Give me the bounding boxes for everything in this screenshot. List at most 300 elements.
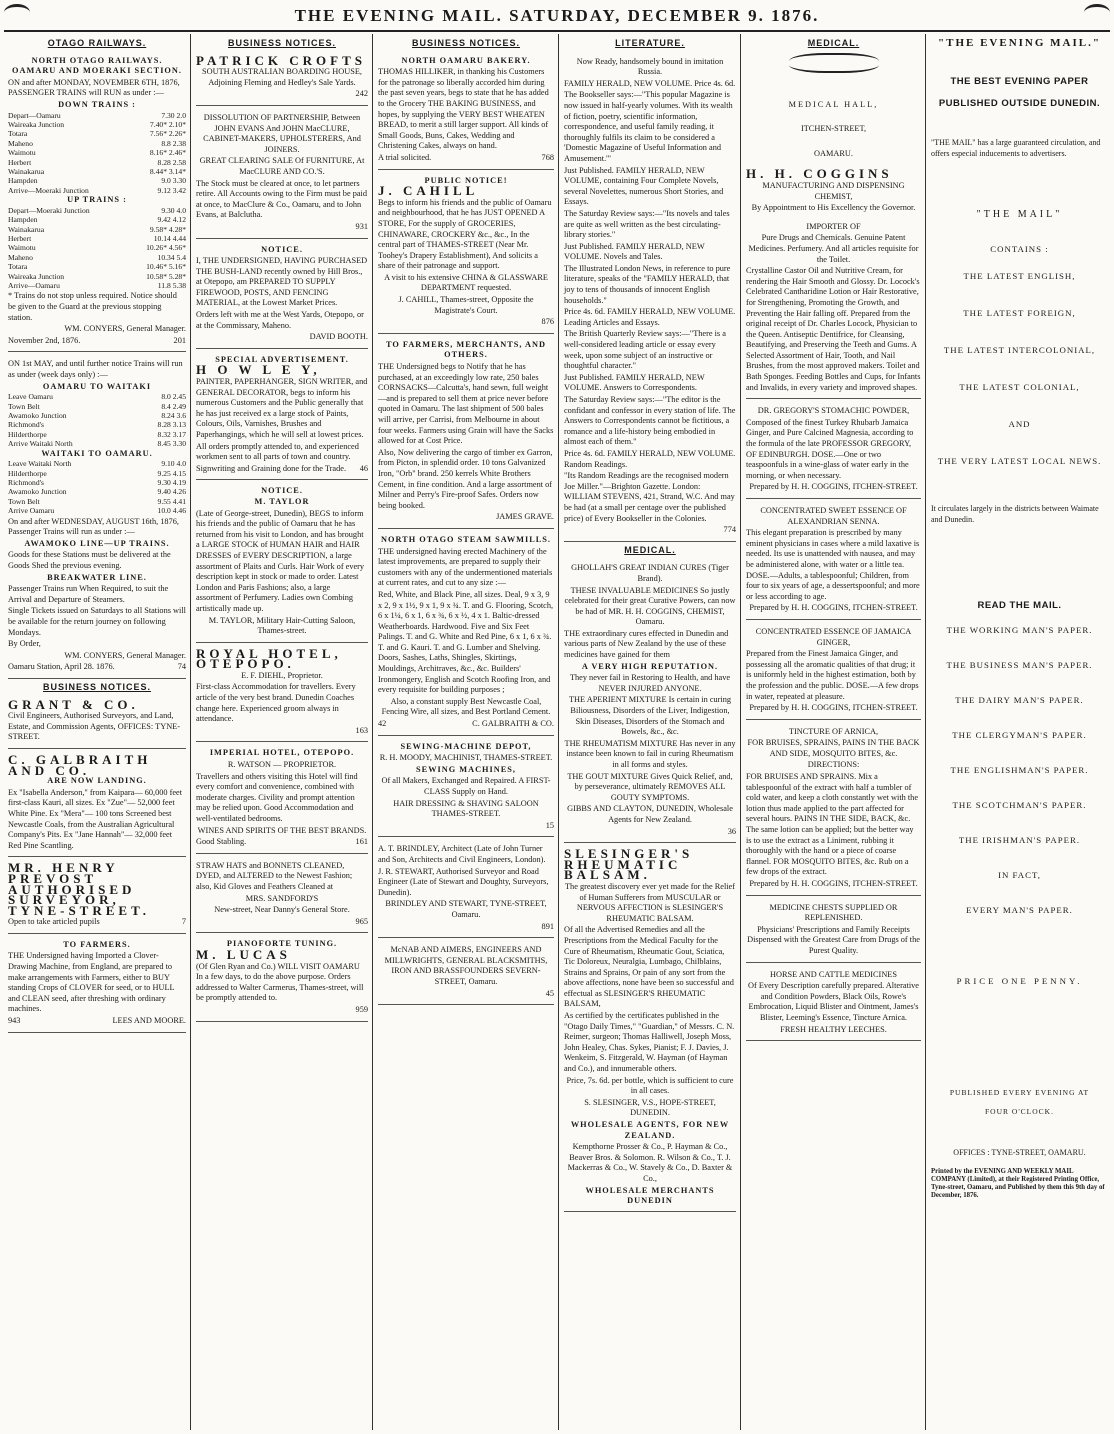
ad-text: Pure Drugs and Chemicals. Genuine Patent Medicines. Perfumery. And all articles requisite for the Toilet. — [748, 233, 919, 264]
signature: Prepared by H. H. COGGINS, ITCHEN-STREET. — [749, 879, 918, 888]
station-name: Hampden — [8, 176, 38, 186]
list-item: THE DAIRY MAN'S PAPER. — [955, 695, 1084, 705]
contains-label: CONTAINS : — [990, 244, 1049, 254]
ad-text: Prepared from the Finest Jamaica Ginger, and possessing all the aromatic qualities of that drug; it is uniformly held in the highest estimation, both by the profession and the public. DOSE.—A few drops in water, repeated at pleasure. — [746, 649, 919, 701]
ad-subtitle: OAMARU. — [814, 148, 853, 158]
train-times: 9.40 4.26 — [157, 487, 186, 497]
ad-text: The Illustrated London News, in reference to pure literature, speaks of the "FAMILY HERALD, that joy to tens of thousands of innocent English households." — [564, 263, 731, 305]
train-times: 9.25 4.15 — [157, 468, 186, 478]
ad-text: New-street, Near Danny's General Store. — [214, 905, 350, 915]
ad-text: THE extraordinary cures effected in Dunedin and various parts of New Zealand by the use of these medicines have gained for them — [564, 628, 729, 660]
ad-royal-hotel — [196, 646, 368, 743]
ornament-right — [1084, 4, 1110, 21]
ad-subtitle: HAIR DRESSING & SHAVING SALOON THAMES-STREET. — [393, 798, 539, 819]
station-name: Waimotu — [8, 148, 36, 158]
list-item: THE LATEST COLONIAL, — [959, 382, 1080, 392]
ad-title: M. LUCAS — [196, 946, 291, 962]
ad-title: BRINDLEY AND STEWART, TYNE-STREET, Oamaru. — [385, 899, 547, 919]
section-heading: BUSINESS NOTICES. — [42, 682, 151, 692]
station-name: Waireaka Junction — [8, 271, 65, 281]
train-times: 8.8 2.38 — [161, 138, 186, 148]
ad-number: 42 — [378, 719, 387, 729]
ad-number: 36 — [727, 826, 736, 836]
ad-subtitle: WINES AND SPIRITS OF THE BEST BRANDS. — [197, 825, 367, 835]
list-item: THE ENGLISHMAN'S PAPER. — [950, 765, 1089, 775]
ad-title: C. GALBRAITH AND CO. — [8, 751, 152, 778]
ad-title: IMPERIAL HOTEL, OTEPOPO. — [209, 748, 355, 758]
station-name: Wainakarua — [8, 167, 45, 176]
ad-title: TO FARMERS. — [63, 939, 131, 949]
ad-slesinger — [564, 846, 736, 1212]
ad-text: Travellers and others visiting this Hotel will find every comfort and convenience, combined with moderate charges. Civility and prompt attention may be relied upon. Good Accommodation and well-ventilated bedrooms. — [196, 771, 358, 823]
signature: C. GALBRAITH & CO. — [472, 719, 554, 729]
ad-title: MEDICAL HALL, — [788, 99, 879, 109]
train-times: 8.0 2.45 — [161, 392, 186, 402]
published-time: FOUR O'CLOCK. — [985, 1107, 1054, 1116]
station-name: Totara — [8, 129, 28, 139]
ad-heading: NOTICE. — [261, 486, 303, 496]
ad-text: J. R. STEWART, Authorised Surveyor and Road Engineer (Late of Stewart and Doughty, Surveyors, Dunedin). — [378, 866, 549, 897]
column-divider — [558, 34, 559, 1430]
ad-grave — [378, 337, 554, 529]
ad-text: Of all Makers, Exchanged and Repaired. A FIRST-CLASS Supply on Hand. — [381, 776, 551, 796]
contents-list — [931, 271, 1108, 467]
column-business-notices-1 — [192, 38, 372, 1430]
timetable-row — [8, 158, 186, 167]
mail-tagline: THE BEST EVENING PAPER PUBLISHED OUTSIDE DUNEDIN. — [938, 76, 1101, 109]
train-times: 9.58* 4.28* — [149, 224, 186, 234]
timetable-row — [8, 487, 186, 496]
papers-list — [931, 625, 1108, 916]
ad-number: 201 — [173, 335, 186, 345]
list-item: THE LATEST FOREIGN, — [963, 308, 1076, 318]
ad-text: PAINTER, PAPERHANGER, SIGN WRITER, and GENERAL DECORATOR, begs to inform his numerous Customers and the Public generally that he has just received ex a large stock of Paints, Colours, Oils, Varnishes, Brushes and Paperhangings, which he will sell at lowest prices. — [196, 377, 368, 439]
timetable-row — [8, 215, 186, 224]
list-item: AND — [1008, 419, 1031, 429]
station-name: Richmond's — [8, 420, 44, 430]
section-heading: BUSINESS NOTICES. — [227, 38, 336, 48]
price-text: PRICE ONE PENNY. — [956, 976, 1083, 986]
ad-text: Of Every Description carefully prepared. Alterative and Condition Powders, Black Oils, Rowe's Embrocation, Liquid Blister and Ointment, James's Blister, Leeming's Essence, Tincture Arnica. — [748, 981, 919, 1022]
masthead — [0, 4, 1114, 28]
decorative-ornament — [789, 53, 879, 73]
station-name: Awamoko Junction — [8, 411, 67, 421]
column-medical — [742, 38, 925, 1430]
ad-title: I, THE UNDERSIGNED, HAVING PURCHASED THE BUSH-LAND recently owned by Hill Bros., at Otepopo, am PREPARED TO SUPPLY FIREWOOD, POSTS, AND FENCING MATERIAL, at the Lowest Market Prices. — [196, 256, 368, 308]
ad-brindley-stewart — [378, 840, 554, 938]
circulation-note: It circulates largely in the districts between Waimate and Dunedin. — [931, 504, 1099, 524]
ad-title: Just Published. FAMILY HERALD, NEW VOLUME. Answers to Correspondents. — [564, 372, 705, 393]
timetable-note: * Trains do not stop unless required. Notice should be given to the Guard at the previous stopping station. — [8, 291, 177, 322]
train-times: 9.0 3.30 — [161, 176, 186, 186]
ad-text: Kempthorne Prosser & Co., P. Hayman & Co., Beaver Bros. & Solomon. R. Wilson & Co., T. J. Mackerras & Co., W. Stavely & Co., D. Baxter & Co., — [567, 1142, 733, 1183]
section-heading: OTAGO RAILWAYS. — [47, 38, 147, 48]
ad-text: They never fail in Restoring to Health, and have NEVER INJURED ANYONE. — [569, 673, 731, 693]
station-name: Arrive Waitaki North — [8, 439, 73, 449]
mail-banner: "THE EVENING MAIL." — [938, 38, 1101, 49]
ad-title: Just Published. FAMILY HERALD, NEW VOLUME. Novels and Tales. — [564, 241, 705, 262]
column-divider — [372, 34, 373, 1430]
ad-title: HORSE AND CATTLE MEDICINES — [770, 969, 897, 979]
station-date: Oamaru Station, April 28. 1876. — [8, 662, 115, 672]
ad-horse-medicines — [746, 966, 921, 1042]
train-times: 8.32 3.17 — [157, 429, 186, 439]
ad-cahill — [378, 173, 554, 334]
station-name: Waireaka Junction — [8, 119, 65, 129]
ad-number: 46 — [359, 463, 368, 473]
station-name: Hampden — [8, 215, 38, 225]
goods-note: Goods for these Stations must be delivered at the Goods Shed the previous evening. — [8, 550, 171, 571]
station-name: Hilderthorpe — [8, 468, 47, 478]
timetable-row — [8, 478, 186, 487]
train-times: 10.58* 5.28* — [146, 271, 186, 281]
train-times: 9.10 4.0 — [161, 459, 186, 469]
ad-number: 931 — [355, 221, 368, 231]
ad-subtitle: DIRECTIONS: — [807, 760, 860, 770]
station-name: Town Belt — [8, 496, 40, 506]
ad-subtitle: GREAT CLEARING SALE Of FURNITURE, At MacCLURE AND CO.'S. — [199, 156, 365, 176]
timetable-row — [8, 411, 186, 420]
signature: S. SLESINGER, V.S., HOPE-STREET, DUNEDIN. — [584, 1097, 716, 1118]
circulation-text: "THE MAIL" has a large guaranteed circulation, and offers especial inducements to advertisers. — [931, 138, 1101, 158]
signature: WM. CONYERS, General Manager. — [64, 650, 186, 660]
station-name: Leave Oamaru — [8, 392, 53, 402]
ad-title: TINCTURE OF ARNICA, — [788, 726, 879, 736]
ad-text: THE Undersigned begs to Notify that he has purchased, at an exceedingly low rate, 250 bales CORNSACKS—Calcutta's, hand sewn, full weight—and is prepared to sell them at price never before quoted in Oamaru. The last shipment of 500 bales will arrive, per Carrisi, from Melbourne in about four weeks. Farmers using Grain will have the Sacks allowed for at Cost Price. — [378, 362, 554, 446]
read-heading: READ THE MAIL. — [977, 600, 1062, 611]
ad-title: J. CAHILL — [378, 183, 479, 199]
station-name: Maheno — [8, 252, 33, 262]
imprint-text: Printed by the EVENING AND WEEKLY MAIL COMPANY (Limited), at their Registered Printing Office, Tyne-street, Oamaru, and Published by them this 9th day of December, 1876. — [931, 1168, 1105, 1199]
timetable-row — [8, 459, 186, 468]
train-times: 9.30 4.0 — [161, 205, 186, 215]
ad-crofts — [196, 53, 368, 106]
station-name: Town Belt — [8, 401, 40, 411]
timetable-row — [8, 469, 186, 478]
ad-subtitle: WHOLESALE MERCHANTS DUNEDIN — [585, 1185, 715, 1206]
breakwater-heading: BREAKWATER LINE. — [47, 572, 147, 582]
mail-heading: "THE MAIL" — [976, 209, 1063, 220]
ad-text: The British Quarterly Review says:—"There is a well-considered leading article or essay every week, upon some subject of an instructive or thoughtful character." — [564, 329, 726, 371]
ad-text: THE RHEUMATISM MIXTURE Has never in any instance been known to fail in curing Rheumatism in all forms and styles. — [564, 738, 736, 769]
ad-subtitle: R. WATSON — PROPRIETOR. — [227, 760, 337, 770]
breakwater-text: Passenger Trains run When Required, to suit the Arrival and Departure of Steamers. — [8, 584, 169, 604]
timetable-row — [8, 206, 186, 215]
train-times: 7.40* 2.10* — [149, 119, 186, 129]
ad-subtitle: IMPORTER OF — [806, 221, 861, 231]
ad-title: FAMILY HERALD, NEW VOLUME. Price 4s. 6d. — [564, 78, 736, 88]
list-item: THE IRISHMAN'S PAPER. — [958, 835, 1081, 845]
timetable-row — [8, 281, 186, 290]
ad-text: "Its Random Readings are the recognised modern Joe Miller."—Brighton Gazette. London: WILLIAM STEVENS, 421, Strand, W.C. And may be had (at a small per centage over the published price) of Every Bookseller in the Colonies. — [564, 471, 735, 523]
train-times: 10.0 4.46 — [157, 506, 186, 516]
ad-text: Composed of the finest Turkey Rhubarb Jamaica Ginger, and Pure Calcined Magnesia, according to the formula of the late PROFESSOR GREGORY, OF EDINBURGH. DOSE.—One or two teaspoonfuls in a wine-glass of water early in the morning, or when necessary. — [746, 417, 914, 480]
timetable-row — [8, 129, 186, 138]
train-times: 10.14 4.44 — [153, 234, 186, 244]
ad-title: DR. GREGORY'S STOMACHIC POWDER, — [757, 406, 910, 416]
timetable-row — [8, 392, 186, 401]
signature: JAMES GRAVE. — [496, 512, 554, 522]
ad-text: Ex "Isabella Anderson," from Kaipara— 60,000 feet first-class Kauri, all sizes. Ex "Zue"— 52,000 feet White Pine. Ex "Mera"— 100 tons Screened best Newcastle Coals, from the Australian Agricultural Company's Pits. Ex "Jane Hannah"— 32,000 feet Red Pine Scantling. — [8, 787, 183, 850]
ad-farmers — [8, 937, 186, 1033]
train-times: 11.8 5.38 — [157, 281, 186, 291]
waitaki-return-heading: WAITAKI TO OAMARU. — [41, 448, 153, 458]
ad-text: (Of Glen Ryan and Co.) WILL VISIT OAMARU In a few days, to do the above purpose. Orders addressed to Walter Carmerus, Thames-street, will be promptly attended to. — [196, 961, 364, 1003]
ad-text: This elegant preparation is prescribed by many eminent physicians in cases where a mild laxative is needed. Its use is unattended with nausea, and may be administered alone, with water or a little tea. DOSE.—Adults, a tablespoonful; Children, from four to six years of age, a dessertspoonful; and more or less according to age. — [746, 528, 920, 601]
ad-title: Just Published. FAMILY HERALD, NEW VOLUME, containing Four Complete Novels, several Novelettes, numerous Short Stories, and Essays. — [564, 165, 724, 207]
ad-mcnab-aimers — [378, 941, 554, 1005]
ad-title: CONCENTRATED SWEET ESSENCE OF ALEXANDRIAN SENNA. — [760, 506, 907, 526]
ad-prevost — [8, 860, 186, 934]
ad-text: Physicians' Prescriptions and Family Receipts Dispensed with the Greatest Care from Drugs of the Purest Quality. — [747, 924, 920, 955]
train-times: 8.28 3.13 — [157, 420, 186, 430]
station-name: Herbert — [8, 157, 32, 167]
ad-title: STRAW HATS and BONNETS CLEANED, DYED, and ALTERED to the Newest Fashion; also, Kid Gloves and Feathers Cleaned at — [196, 860, 353, 891]
masthead-rule — [4, 30, 1110, 32]
signature: J. CAHILL, Thames-street, Opposite the Magistrate's Court. — [398, 295, 534, 315]
ad-subtitle: FRESH HEALTHY LEECHES. — [780, 1024, 887, 1034]
ad-text: THE Undersigned having Imported a Clover-Drawing Machine, from England, are prepared to make arrangements with Farmers, either to BUY standing Crops of CLOVER for seed, or to HULL and CLEAN seed, after threshing with ordinary machines. — [8, 951, 175, 1014]
timetable-row — [8, 253, 186, 262]
timetable-row — [8, 243, 186, 252]
ad-moody — [378, 739, 554, 838]
station-name: Wainakarua — [8, 224, 45, 234]
station-name: Arrive Oamaru — [8, 506, 55, 516]
station-name: Depart—Oamaru — [8, 110, 61, 120]
down-trains-table — [8, 111, 186, 196]
ad-subtitle: E. F. DIEHL, Proprietor. — [241, 670, 323, 680]
station-name: Waimotu — [8, 243, 36, 253]
station-name: Totara — [8, 262, 28, 272]
ad-title: CONCENTRATED ESSENCE OF JAMAICA GINGER, — [755, 626, 912, 647]
timetable-title: NORTH OTAGO RAILWAYS. — [31, 55, 163, 65]
train-times: 8.16* 2.46* — [149, 148, 186, 158]
ad-title: MEDICINE CHESTS SUPPLIED OR REPLENISHED. — [769, 902, 898, 923]
ad-title: GHOLLAH'S GREAT INDIAN CURES (Tiger Brand). — [571, 563, 729, 583]
ad-text: THOMAS HILLIKER, in thanking his Customers for the patronage so liberally accorded him during the past seven years, begs to state that he has added to the Grocery THE BAKING BUSINESS, and hopes, by supplying the VERY BEST WHEATEN BREAD, to merit a still larger support. All kinds of Small Goods, Buns, Cakes, Wedding and Christening Cakes, always on hand. — [378, 67, 549, 151]
ad-text: A. T. BRINDLEY, Architect (Late of John Turner and Son, Architects and Civil Engineers, London). — [378, 844, 546, 864]
list-item: THE CLERGYMAN'S PAPER. — [952, 730, 1087, 740]
ad-subtitle: MANUFACTURING AND DISPENSING CHEMIST, — [762, 180, 905, 201]
section-heading: BUSINESS NOTICES. — [411, 38, 520, 48]
timetable-row — [8, 234, 186, 243]
ad-title: M. TAYLOR — [254, 496, 310, 506]
ad-title: Price 4s. 6d. FAMILY HERALD, NEW VOLUME. Leading Articles and Essays. — [564, 307, 736, 327]
ad-title: Price 4s. 6d. FAMILY HERALD, NEW VOLUME. Random Readings. — [564, 448, 736, 469]
ad-number: 891 — [541, 921, 554, 931]
ad-number: 161 — [355, 837, 368, 847]
ad-dissolution — [196, 109, 368, 239]
timetable-row — [8, 262, 186, 271]
ad-number: 7 — [181, 917, 186, 927]
ad-text: Crystalline Castor Oil and Nutritive Cream, for rendering the Hair Smooth and Glossy. Dr. Locock's Celebrated Cantharidine Lotion or Hair Restorative, for Strengthening, Promoting the Growth, and Preventing the Hair falling off. Prepared from the original receipt of Dr. Charles Locock, Physician to the Queen. Antiseptic Dentifrice, for Cleansing, Beautifying, and Preserving the Teeth and Gums. A Selected Assortment of Hair, Tooth, and Nail Brushes, from the most approved makers. Toilet and Bath Sponges. Feeding Bottles and Cups, for Infants and Invalids, in every variety and improved shapes. — [746, 266, 921, 392]
timetable-row — [8, 167, 186, 176]
down-trains-heading: DOWN TRAINS : — [58, 99, 136, 109]
station-name: Arrive—Oamaru — [8, 281, 60, 291]
timetable-row — [8, 272, 186, 281]
ad-arnica — [746, 723, 921, 896]
section-heading: MEDICAL. — [624, 544, 676, 555]
timetable-row — [8, 225, 186, 234]
ad-text: THE GOUT MIXTURE Gives Quick Relief, and, by perseverance, ultimately REMOVES ALL GOUTY SYMPTOMS. — [567, 771, 733, 802]
awamoko-intro: On and after WEDNESDAY, AUGUST 16th, 1876, Passenger Trains will run as under :— — [8, 516, 179, 537]
waitaki-heading: OAMARU TO WAITAKI — [42, 381, 152, 391]
ad-senna — [746, 502, 921, 620]
station-name: Depart—Moeraki Junction — [8, 205, 90, 215]
ad-text: As certified by the certificates published in the "Otago Daily Times," "Guardian," of Messrs. C. N. Reimer, surgeon; Thomas Halliwell, Joseph Moss, John Healey, Chas. Sykes, Pianist; F. J. Davies, J. Wenkeim, S. Fitzgerald, W. Hayman (of Hayman and Co.), and innumerable others. — [564, 1011, 735, 1074]
station-name: Richmond's — [8, 478, 44, 488]
ad-heading: NOTICE. — [261, 244, 303, 254]
train-times: 10.26* 4.56* — [146, 243, 186, 253]
list-item: THE LATEST INTERCOLONIAL, — [943, 345, 1096, 355]
ad-subtitle: MRS. SANDFORD'S — [245, 893, 319, 903]
timetable-row — [8, 111, 186, 120]
ad-text: Also, a constant supply Best Newcastle Coal, Fencing Wire, all sizes, and Best Portland Cement. — [381, 696, 551, 717]
column-divider — [925, 34, 926, 1430]
train-times: 10.46* 5.16* — [146, 262, 186, 272]
ad-subtitle: A VERY HIGH REPUTATION. — [581, 661, 719, 671]
ad-title: GRANT & CO. — [8, 696, 139, 712]
waitaki-timetable — [8, 355, 186, 679]
ad-text: A trial solicited. — [378, 152, 432, 162]
list-item: THE VERY LATEST LOCAL NEWS. — [937, 456, 1102, 466]
station-name: Herbert — [8, 234, 32, 244]
ad-title: NORTH OAMARU BAKERY. — [401, 55, 531, 65]
ad-number: 768 — [541, 152, 554, 162]
ad-text: Orders left with me at the West Yards, Otepopo, or at the Commissary, Maheno. — [196, 310, 364, 330]
ad-text: Also, Now delivering the cargo of timber ex Garron, from Picton, in splendid order. 10 tons Galvanized Iron, "Orb" brand. 250 kerrels White Brothers Cement, in fine condition. And a large assortment of Milner and Perry's Fire-proof Safes. Orders now being booked. — [378, 447, 553, 510]
ad-title: TO FARMERS, MERCHANTS, AND OTHERS. — [385, 339, 547, 360]
published-text: PUBLISHED EVERY EVENING AT — [949, 1088, 1090, 1097]
section-heading: MEDICAL. — [807, 38, 860, 48]
ad-title: SEWING-MACHINE DEPOT, — [400, 741, 532, 751]
up-trains-heading: UP TRAINS : — [67, 195, 127, 205]
timetable-row — [8, 176, 186, 185]
timetable-row — [8, 506, 186, 515]
single-ticket-note: Single Tickets issued on Saturdays to all Stations will be available for the return journey on following Mondays. — [8, 606, 186, 637]
train-times: 8.24 3.6 — [161, 411, 186, 421]
train-times: 8.28 2.58 — [157, 157, 186, 167]
ad-text: The Saturday Review says:—"The editor is the confidant and confessor in every station of life. The Answers to Correspondents cannot be fictitious, a romance and a life-history being embodied in almost each of them." — [564, 395, 736, 447]
station-name: Arrive—Moeraki Junction — [8, 185, 89, 195]
ad-text: All orders promptly attended to, and experienced workmen sent to all parts of town and country. — [196, 441, 359, 462]
ad-title: SEWING MACHINES, — [416, 764, 516, 774]
signature: GIBBS AND CLAYTON, DUNEDIN, Wholesale Agents for New Zealand. — [567, 804, 733, 824]
ad-title: MR. HENRY PREVOST AUTHORISED SURVEYOR, TYNE-STREET. — [8, 860, 151, 918]
ad-taylor — [196, 483, 368, 642]
ad-title: McNAB AND AIMERS, ENGINEERS AND MILLWRIGHTS, GENERAL BLACKSMITHS, IRON AND BRASSFOUNDERS SEVERN-STREET, Oamaru. — [384, 945, 548, 986]
list-item: THE WORKING MAN'S PAPER. — [946, 625, 1093, 635]
ad-family-herald — [564, 53, 736, 542]
ad-text: Now Ready, handsomely bound in imitation Russia. — [576, 56, 724, 77]
ad-text: Begs to inform his friends and the public of Oamaru and neighbourhood, that he has JUST OPENED A STORE, For the supply of GROCERIES, CHINAWARE, CROCKERY &c., &c., In the central part of THAMES-STREET (Near Mr. Toohey's Drapery Establishment), And solicits a share of their patronage and support. — [378, 197, 552, 271]
ad-text: The Bookseller says:—"This popular Magazine is now issued in half-yearly volumes. With its wealth of fiction, poetry, scientific information, correspondence, and useful family reading, it thoroughly fulfils its claim to be considered a 'Domestic Magazine of Useful Information and Amusement.'" — [564, 90, 733, 163]
ad-gregory — [746, 402, 921, 499]
ad-text: Price, 7s. 6d. per bottle, which is sufficient to cure in all cases. — [566, 1075, 734, 1096]
ad-text: SOUTH AUSTRALIAN BOARDING HOUSE, Adjoining Fleming and Hedley's Sale Yards. — [202, 67, 362, 87]
ad-sandford — [196, 857, 368, 934]
timetable-row — [8, 497, 186, 506]
ad-number: 74 — [177, 662, 186, 672]
timetable-row — [8, 420, 186, 429]
train-times: 8.44* 3.14* — [149, 167, 186, 176]
notice-date: November 2nd, 1876. — [8, 335, 81, 345]
ad-subtitle: R. H. MOODY, MACHINIST, THAMES-STREET. — [379, 753, 553, 763]
train-times: 10.34 5.4 — [157, 252, 186, 262]
list-item: THE BUSINESS MAN'S PAPER. — [946, 660, 1093, 670]
ad-heading: PUBLIC NOTICE! — [424, 175, 508, 185]
timetable-row — [8, 148, 186, 157]
ad-ginger — [746, 623, 921, 720]
ad-booth — [196, 242, 368, 349]
ad-heading: SPECIAL ADVERTISEMENT. — [215, 354, 349, 364]
ad-text: By Appointment to His Excellency the Governor. — [751, 203, 916, 213]
signature: M. TAYLOR, Military Hair-Cutting Saloon, Thames-street. — [208, 615, 356, 636]
ad-subtitle: ITCHEN-STREET, — [800, 124, 867, 134]
ad-text: Open to take articled pupils — [8, 917, 100, 927]
ad-text: THE APERIENT MIXTURE Is certain in curing Biliousness, Disorders of the Liver, Indigestion, Skin Diseases, Disorders of the Stomach and Bowels, &c., &c. — [568, 695, 732, 737]
column-evening-mail — [927, 38, 1112, 1430]
ad-title: H. H. COGGINS — [746, 166, 893, 182]
up-trains-table — [8, 206, 186, 291]
train-times: 7.30 2.0 — [161, 110, 186, 120]
timetable-row — [8, 439, 186, 448]
ad-text: A visit to his extensive CHINA & GLASSWARE DEPARTMENT requested. — [384, 272, 548, 293]
train-times: 9.30 4.19 — [157, 478, 186, 488]
ad-galbraith — [8, 752, 186, 857]
signature: Prepared by H. H. COGGINS, ITCHEN-STREET. — [749, 603, 918, 613]
station-name: Awamoko Junction — [8, 487, 67, 497]
ad-text: The Stock must be cleared at once, to let partners retire. All Accounts owing to the Firm must be paid at once, to MacClure & Co., Oamaru, and to John Evans, at Balclutha. — [196, 178, 367, 220]
ad-medical-hall — [746, 83, 921, 400]
ad-lucas — [196, 936, 368, 1021]
timetable-row — [8, 430, 186, 439]
column-divider — [740, 34, 741, 1430]
ad-title: NORTH OTAGO STEAM SAWMILLS. — [381, 534, 551, 544]
ad-number: 943 — [8, 1016, 21, 1026]
ad-howley — [196, 352, 368, 481]
ad-number: 959 — [355, 1004, 368, 1014]
ad-text: Good Stabling. — [196, 837, 247, 847]
train-times: 8.4 2.49 — [161, 401, 186, 411]
signature: LEES AND MOORE. — [112, 1016, 186, 1026]
offices-text: OFFICES : TYNE-STREET, OAMARU. — [953, 1148, 1086, 1157]
train-times: 9.55 4.41 — [157, 496, 186, 506]
waitaki-intro: ON 1st MAY, and until further notice Trains will run as under (week days only) :— — [8, 359, 183, 380]
ad-heading: PIANOFORTE TUNING. — [226, 939, 338, 949]
ad-text: First-class Accommodation for travellers. Every article of the very best brand. Dunedin Coaches change here. Experienced groom always in attendance. — [196, 682, 356, 724]
ad-title: ROYAL HOTEL, OTEPOPO. — [196, 645, 342, 672]
timetable-row — [8, 186, 186, 195]
ad-bakery — [378, 53, 554, 170]
ad-subtitle: WHOLESALE AGENTS, FOR NEW ZEALAND. — [570, 1120, 730, 1140]
newspaper-title: THE EVENING MAIL. SATURDAY, DECEMBER 9. 1876. — [294, 6, 820, 25]
ad-subtitle: ARE NOW LANDING. — [47, 776, 147, 786]
ad-grant — [8, 697, 186, 749]
ad-text: Civil Engineers, Authorised Surveyors, and Land, Estate, and Commission Agents, OFFICES: TYNE-STREET. — [8, 711, 181, 742]
list-item: IN FACT, — [998, 870, 1041, 880]
ad-text: FOR BRUISES AND SPRAINS. Mix a tablespoonful of the extract with half a tumbler of cold water, and keep a cloth constantly wet with the lotion thus made applied to the part affected for several hours. PAINS IN THE SIDE, BACK, &c. The same lotion can be applied; but the better way is to use the extract as a Liniment, rubbing it thoroughly with the hand or a piece of coarse flannel. FOR MOSQUITO BITES, &c. Rub on a few drops of the extract. — [746, 772, 919, 877]
signature: Prepared by H. H. COGGINS, ITCHEN-STREET. — [749, 703, 918, 713]
timetable-row — [8, 139, 186, 148]
ad-imperial-hotel — [196, 745, 368, 853]
waitaki-table — [8, 392, 186, 448]
ad-medicine-chests — [746, 899, 921, 963]
ad-title: H O W L E Y, — [196, 362, 321, 378]
list-item: EVERY MAN'S PAPER. — [966, 905, 1073, 915]
ad-text: Signwriting and Graining done for the Trade. — [196, 463, 347, 473]
signature: Prepared by H. H. COGGINS, ITCHEN-STREET. — [749, 482, 918, 492]
